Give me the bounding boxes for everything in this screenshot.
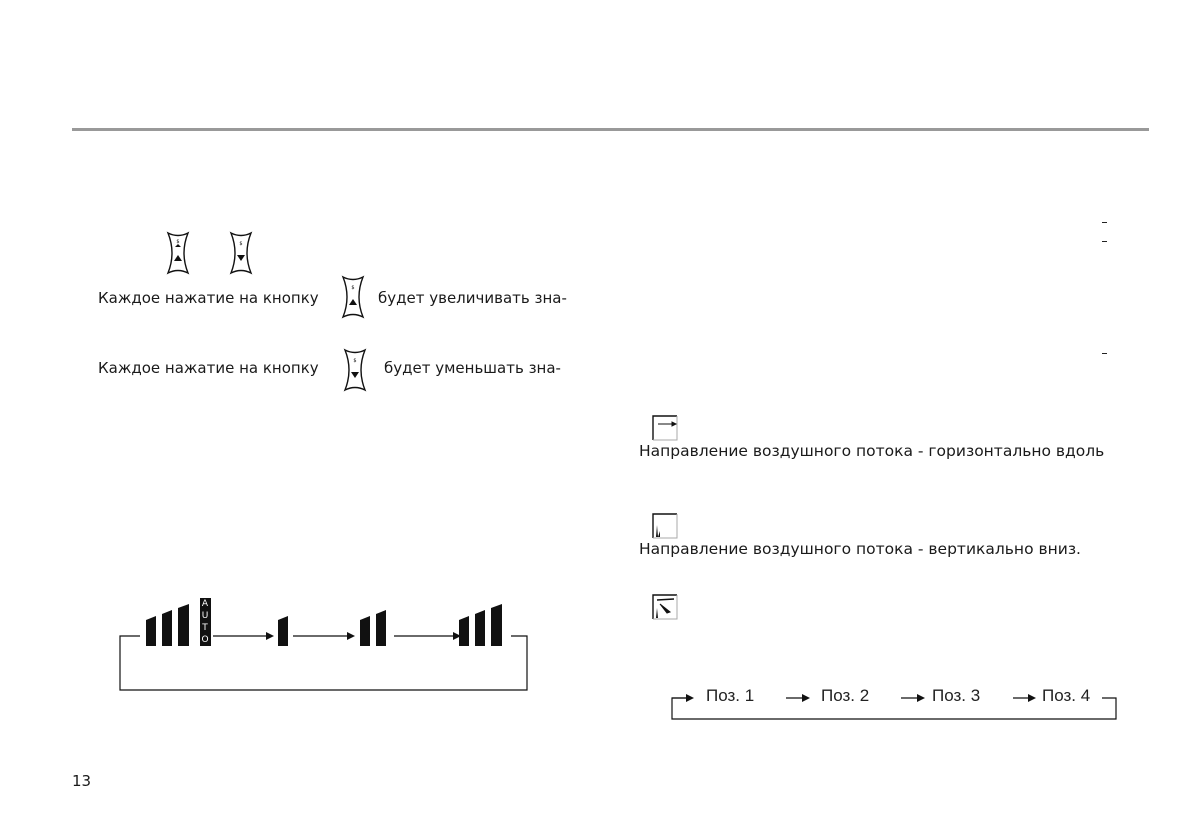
margin-mark (1102, 222, 1107, 223)
auto-letter: U (201, 611, 209, 621)
decrease-line-suffix: будет уменьшать зна- (384, 359, 561, 377)
auto-letter: T (202, 623, 208, 633)
header-divider (72, 128, 1149, 131)
position-label: Поз. 1 (706, 686, 755, 705)
airflow-swing-icon (652, 594, 678, 620)
fan-down-button-icon (342, 348, 368, 392)
decrease-line-prefix: Каждое нажатие на кнопку (98, 359, 319, 377)
increase-line-suffix: будет увеличивать зна- (378, 289, 567, 307)
increase-line-prefix: Каждое нажатие на кнопку (98, 289, 319, 307)
position-label: Поз. 4 (1042, 686, 1091, 705)
auto-label (200, 598, 210, 646)
fan-up-button-icon (340, 275, 366, 319)
svg-text:$: $ (176, 239, 180, 245)
margin-mark (1102, 241, 1107, 242)
airflow-horizontal-text: Направление воздушного потока - горизонтально вдоль (639, 442, 1105, 460)
fan-speed-cycle-diagram (118, 596, 530, 696)
margin-mark (1102, 353, 1107, 354)
page-number: 13 (72, 772, 92, 790)
position-label: Поз. 2 (821, 686, 870, 705)
auto-letter: O (201, 635, 209, 645)
auto-letter: A (201, 599, 209, 609)
fan-down-button-icon (228, 231, 254, 275)
airflow-vertical-icon (652, 513, 678, 539)
svg-text:$: $ (239, 241, 243, 247)
fan-up-button-icon (165, 231, 191, 275)
svg-text:$: $ (353, 358, 357, 364)
airflow-vertical-text: Направление воздушного потока - вертикально вниз. (639, 540, 1081, 558)
svg-text:$: $ (351, 285, 355, 291)
airflow-horizontal-icon (652, 415, 678, 441)
position-label: Поз. 3 (932, 686, 981, 705)
